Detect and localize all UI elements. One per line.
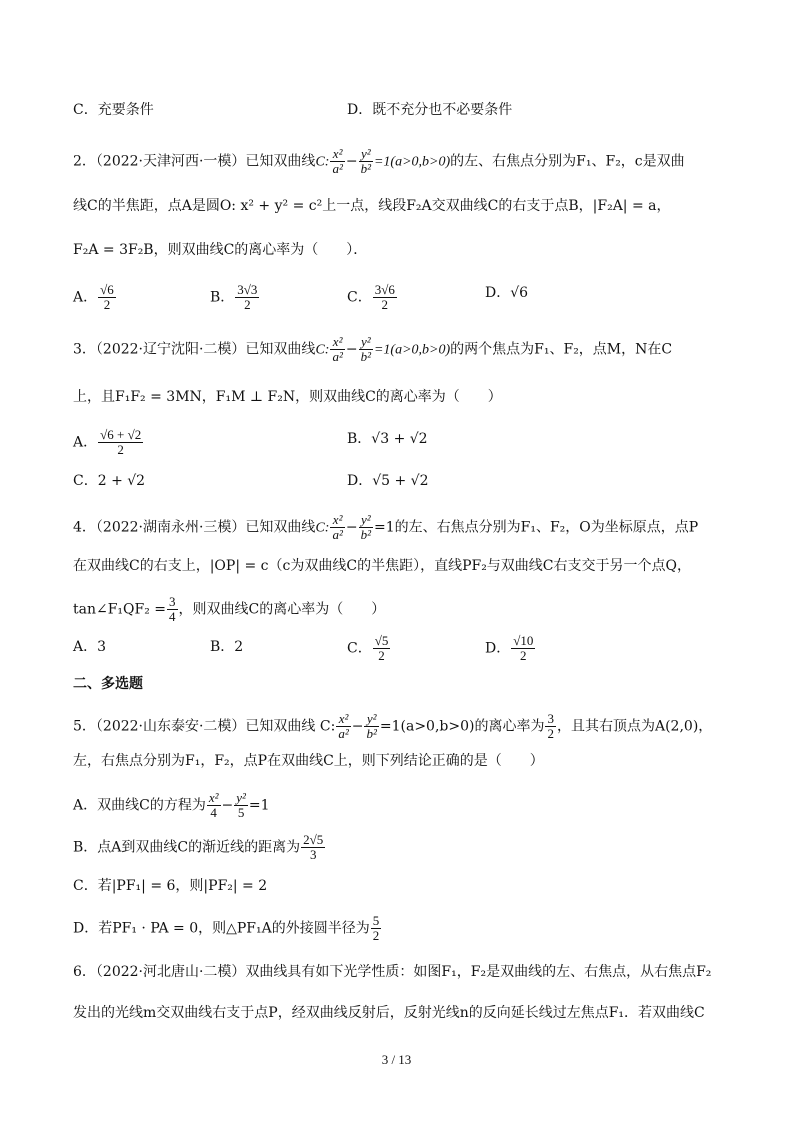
q2-line1: 2．（2022·天津河西·一模）已知双曲线C: $\frac{\text{x²}}{\text{a²}}$ − $\frac{\text{y²}}{\text{b²}}$ =1(a>0,b>0)的左、右焦点分别为F₁、F₂，c是双曲 — [73, 146, 685, 176]
q5-option-a: A．双曲线C的方程为 $\frac{\text{x²}}{4}$ − $\frac{\text{y²}}{5}$ =1 — [73, 790, 270, 820]
q3-option-d: D．√5 + √2 — [347, 473, 429, 489]
page-number: 3 / 13 — [381, 1052, 412, 1067]
q3-option-a: A． $\frac{√6 + √2}{2}$ — [73, 427, 142, 457]
q4-line3: tan∠F₁QF₂ = $\frac{3}{4}$ ，则双曲线C的离心率为（ ） — [73, 594, 386, 624]
q2-option-b: B． $\frac{3√3}{2}$ — [210, 282, 258, 312]
q4-option-c: C． $\frac{√5}{2}$ — [347, 633, 389, 663]
q3-line2: 上，且F₁F₂ = 3MN，F₁M ⊥ F₂N，则双曲线C的离心率为（ ） — [73, 389, 502, 405]
q4-line1: 4．（2022·湖南永州·三模）已知双曲线C: $\frac{\text{x²}}{\text{a²}}$ − $\frac{\text{y²}}{\text{b²}}$ =1的左、右焦点分别为F₁、F₂，O为坐标原点，点P — [73, 512, 699, 542]
q5-option-b: B．点A到双曲线C的渐近线的距离为 $\frac{2√5}{3}$ — [73, 832, 324, 862]
q2-frac-y: $\frac{\text{y²}}{\text{b²}}$ — [360, 146, 371, 176]
q5-line2: 左，右焦点分别为F₁，F₂，点P在双曲线C上，则下列结论正确的是（ ） — [73, 753, 544, 769]
q1-option-c: C．充要条件 — [73, 102, 154, 118]
q1-option-d: D．既不充分也不必要条件 — [347, 102, 513, 118]
q2-line2: 线C的半焦距，点A是圆O: x² + y² = c²上一点，线段F₂A交双曲线C的右支于点B，|F₂A| = a， — [73, 198, 671, 214]
q3-line1: 3．（2022·辽宁沈阳·二模）已知双曲线C: $\frac{\text{x²}}{\text{a²}}$ − $\frac{\text{y²}}{\text{b²}}$ =1(a>0,b>0)的两个焦点为F₁、F₂，点M，N在C — [73, 334, 673, 364]
q3-option-c: C．2 + √2 — [73, 473, 146, 489]
q4-option-a: A．3 — [73, 639, 107, 655]
q2-curve-label: C: — [315, 154, 330, 170]
q4-line2: 在双曲线C的右支上，|OP| = c（c为双曲线C的半焦距），直线PF₂与双曲线C右支交于另一个点Q， — [73, 558, 692, 574]
q2-frac-x: $\frac{\text{x²}}{\text{a²}}$ — [332, 146, 343, 176]
q2-stem-end: 的左、右焦点分别为F₁、F₂，c是双曲 — [450, 153, 685, 170]
q5-option-c: C．若|PF₁| = 6，则|PF₂| = 2 — [73, 878, 268, 894]
q3-option-b: B．√3 + √2 — [347, 431, 428, 447]
q2-option-a: A． $\frac{√6}{2}$ — [73, 282, 114, 312]
q2-option-c: C． $\frac{3√6}{2}$ — [347, 282, 395, 312]
q6-line1: 6．（2022·河北唐山·二模）双曲线具有如下光学性质：如图F₁，F₂是双曲线的左、右焦点，从右焦点F₂ — [73, 964, 712, 980]
q4-option-d: D． $\frac{√10}{2}$ — [485, 633, 534, 663]
q5-option-d: D．若PF₁ · PA = 0，则△PF₁A的外接圆半径为 $\frac{5}{2}$ — [73, 913, 380, 943]
q2-stem-start: 2．（2022·天津河西·一模）已知双曲线 — [73, 153, 316, 170]
q6-line2: 发出的光线m交双曲线右支于点P，经双曲线反射后，反射光线n的反向延长线过左焦点F₁．若双曲线C — [73, 1005, 705, 1021]
q2-option-d: D．√6 — [485, 285, 529, 301]
q2-line3: F₂A = 3F₂B，则双曲线C的离心率为（ ）． — [73, 242, 368, 258]
section-heading-multiple-choice: 二、多选题 — [73, 676, 143, 692]
q4-option-b: B．2 — [210, 639, 244, 655]
q5-line1: 5．（2022·山东泰安·二模）已知双曲线 C: $\frac{\text{x²}}{\text{a²}}$ − $\frac{\text{y²}}{\text{b²}}$ =1(a>0,b>0)的离心率为 $\frac{3}{2}$ ，且其右顶点为A(2,0)， — [73, 711, 713, 741]
q2-condition: =1(a>0,b>0) — [373, 154, 451, 170]
